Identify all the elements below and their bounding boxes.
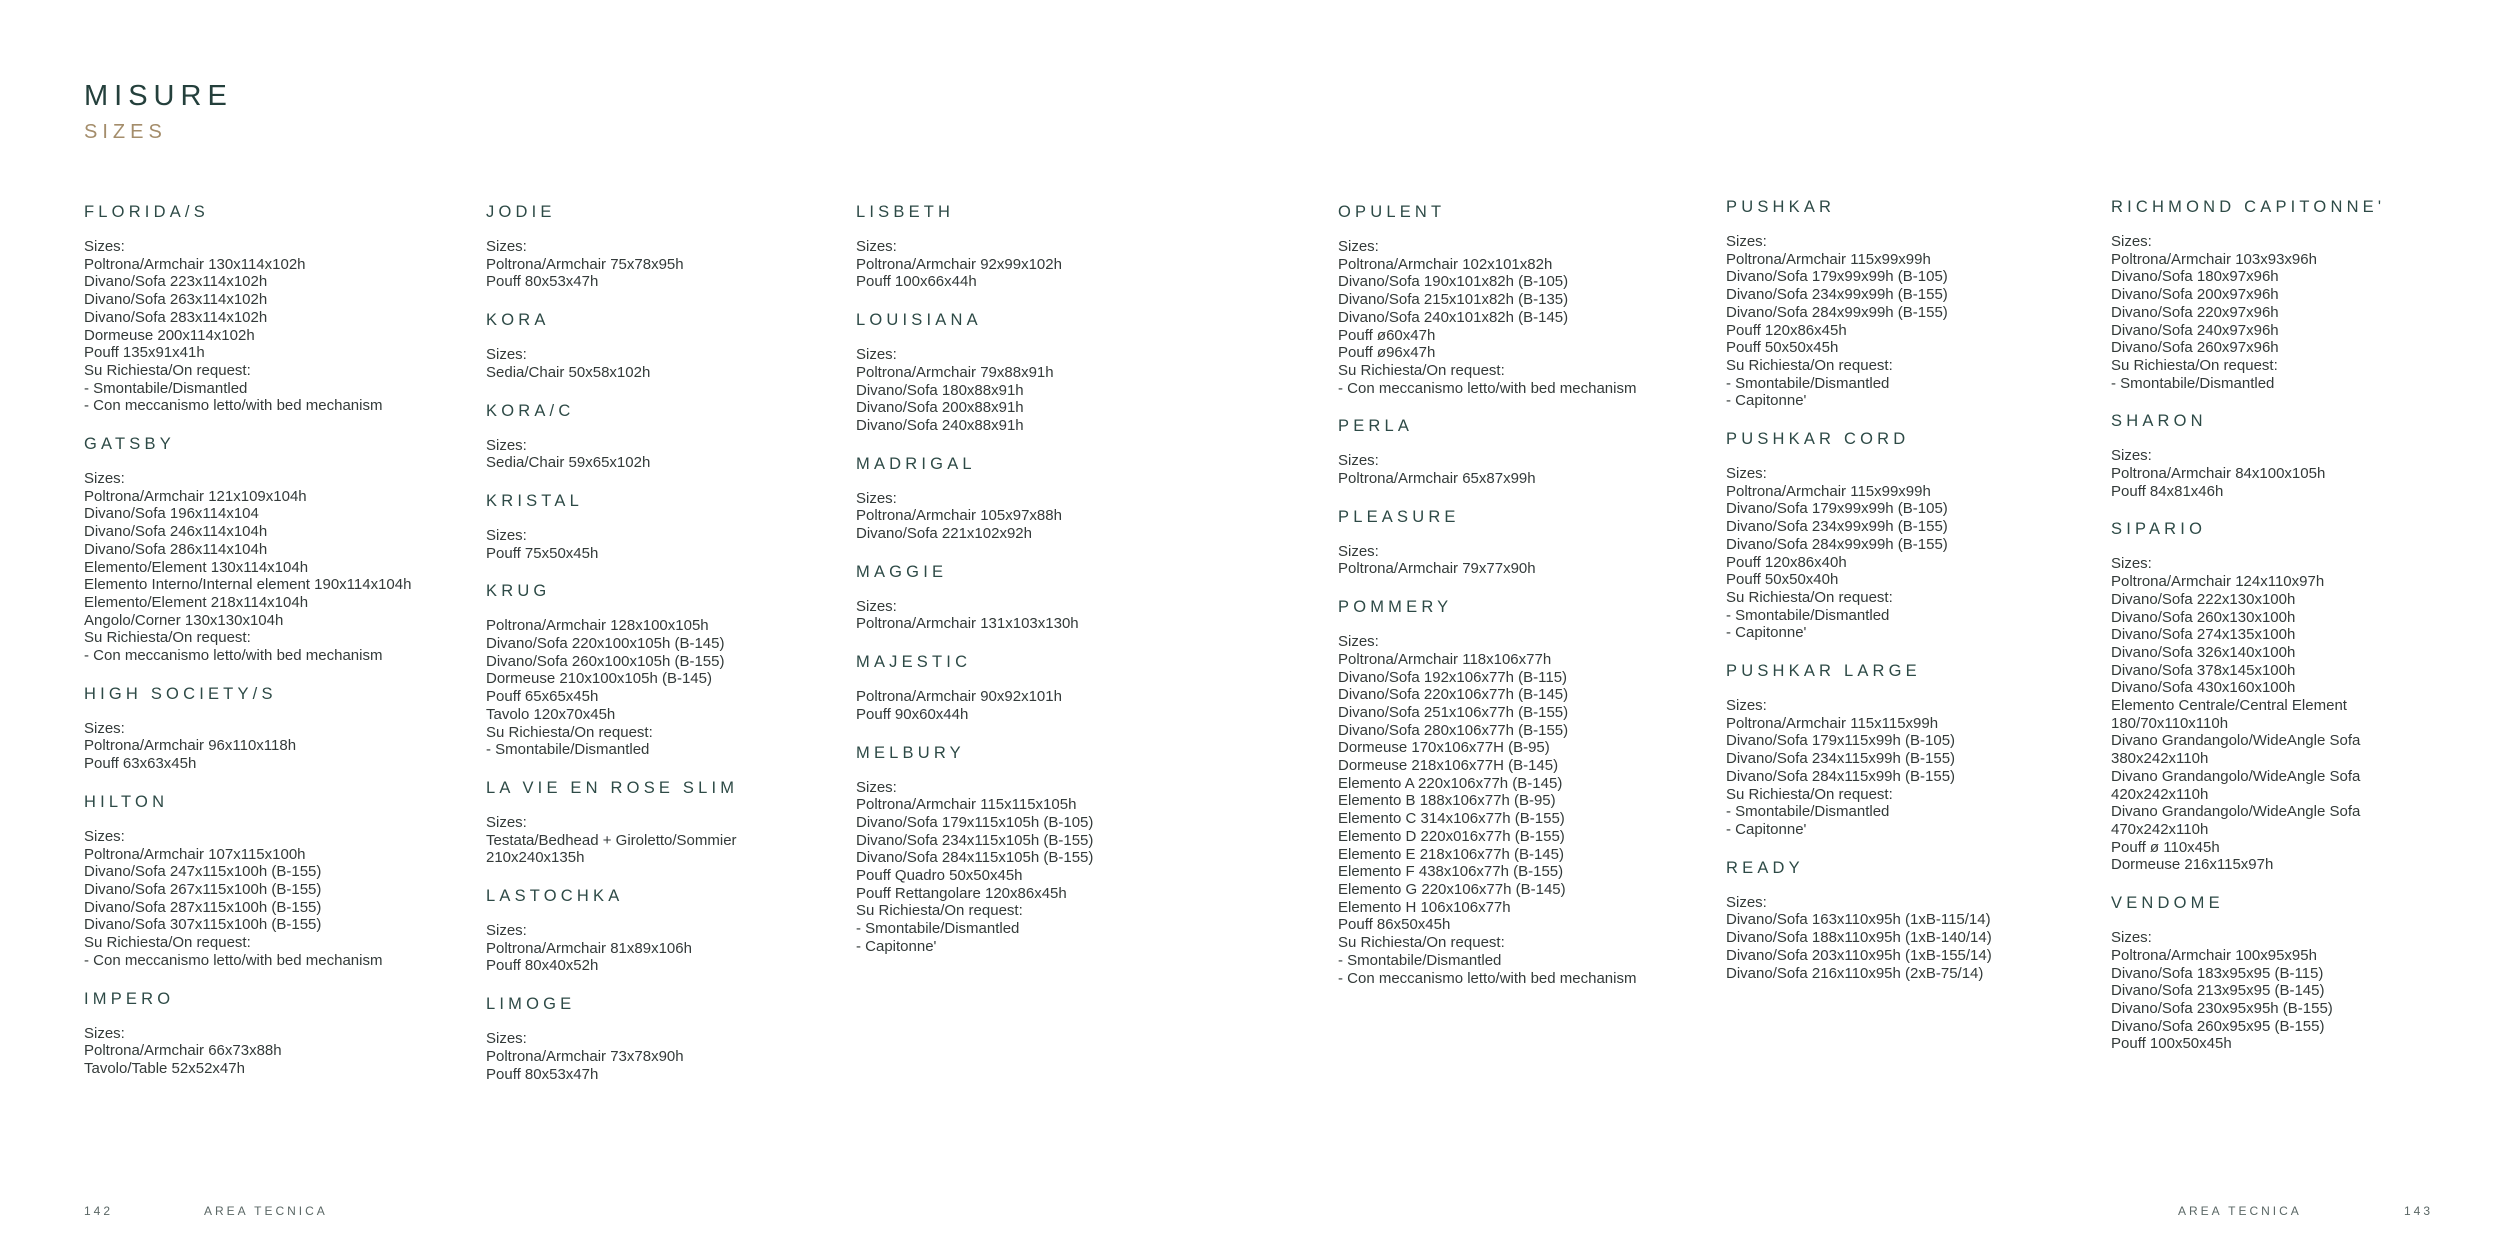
size-line: Sizes: (1338, 452, 1379, 470)
size-line: Sizes: (1726, 893, 1767, 911)
size-line: Poltrona/Armchair 96x110x118h (84, 737, 297, 755)
size-line: Divano/Sofa 287x115x100h (B-155) (84, 898, 322, 916)
size-line: - Capitonne' (1726, 624, 1807, 642)
product-block (1338, 598, 1718, 987)
size-line: - Con meccanismo letto/with bed mechanism (1338, 969, 1637, 987)
product-block (486, 995, 866, 1083)
size-line: Divano Grandangolo/WideAngle Sofa (2111, 803, 2361, 821)
size-line: Divano/Sofa 188x110x95h (1xB-140/14) (1726, 929, 1992, 947)
size-line: Sizes: (856, 597, 897, 615)
size-line: Pouff 120x86x45h (1726, 321, 1847, 339)
product-name: PLEASURE (1338, 507, 1460, 526)
size-line: Elemento Interno/Internal element 190x114x104h (84, 576, 412, 594)
size-line: Sizes: (486, 436, 527, 454)
size-line: Sizes: (84, 238, 125, 255)
size-line: Divano/Sofa 222x130x100h (2111, 590, 2296, 608)
product-name: OPULENT (1338, 203, 1446, 221)
size-line: Elemento B 188x106x77h (B-95) (1338, 792, 1556, 810)
size-line: Poltrona/Armchair 102x101x82h (1338, 255, 1553, 273)
size-line: Pouff 86x50x45h (1338, 916, 1451, 934)
product-block (2111, 412, 2491, 500)
size-line: Divano/Sofa 192x106x77h (B-115) (1338, 668, 1568, 686)
product-block (1726, 859, 2106, 983)
size-line: Divano/Sofa 284x99x99h (B-155) (1726, 303, 1948, 321)
page-title: MISURE (84, 80, 233, 112)
product-name: MELBURY (856, 743, 965, 762)
product-block (856, 744, 1236, 956)
size-line: Pouff 75x50x45h (486, 544, 599, 562)
size-line: - Smontabile/Dismantled (1726, 803, 1890, 821)
size-line: 180/70x110x110h (2111, 714, 2229, 732)
size-line: Divano/Sofa 215x101x82h (B-135) (1338, 291, 1569, 309)
size-line: - Con meccanismo letto/with bed mechanism (84, 647, 383, 665)
size-line: - Smontabile/Dismantled (1338, 951, 1502, 969)
size-line: Poltrona/Armchair 115x115x99h (1726, 714, 1939, 732)
size-line: Divano/Sofa 234x99x99h (B-155) (1726, 286, 1948, 304)
product-block (856, 653, 1236, 723)
product-name: KRUG (486, 582, 551, 601)
size-line: Poltrona/Armchair 131x103x130h (856, 615, 1079, 633)
size-line: Su Richiesta/On request: (84, 629, 251, 647)
size-line: - Con meccanismo letto/with bed mechanism (84, 951, 383, 969)
product-name: IMPERO (84, 989, 175, 1008)
size-line: - Con meccanismo letto/with bed mechanism (1338, 379, 1637, 397)
size-line: Tavolo 120x70x45h (486, 705, 616, 723)
size-line: - Smontabile/Dismantled (84, 379, 248, 397)
size-line: Testata/Bedhead + Giroletto/Sommier (486, 831, 737, 849)
size-line: Poltrona/Armchair 65x87x99h (1338, 470, 1536, 488)
size-line: Poltrona/Armchair 79x88x91h (856, 363, 1054, 381)
size-line: Divano/Sofa 183x95x95 (B-115) (2111, 964, 2324, 982)
size-line: 470x242x110h (2111, 820, 2209, 838)
size-line: Divano/Sofa 180x88x91h (856, 381, 1024, 399)
product-block (486, 582, 866, 759)
product-name: KRISTAL (486, 491, 583, 510)
product-block (1338, 417, 1718, 487)
size-line: Su Richiesta/On request: (84, 361, 251, 379)
size-line: Su Richiesta/On request: (856, 902, 1023, 920)
size-line: 210x240x135h (486, 849, 585, 867)
size-line: Poltrona/Armchair 100x95x95h (2111, 946, 2317, 964)
size-line: Divano/Sofa 284x115x105h (B-155) (856, 849, 1094, 867)
size-line: Divano/Sofa 251x106x77h (B-155) (1338, 703, 1569, 721)
product-name: KORA (486, 311, 550, 330)
product-block (486, 779, 866, 867)
size-line: - Con meccanismo letto/with bed mechanism (84, 397, 383, 415)
sizes-column-6 (2111, 198, 2491, 1073)
sizes-column-5 (1726, 198, 2106, 1002)
size-line: Divano/Sofa 234x115x105h (B-155) (856, 831, 1094, 849)
size-line: Sizes: (84, 827, 125, 845)
product-block (84, 435, 464, 665)
size-line: Elemento F 438x106x77h (B-155) (1338, 863, 1564, 881)
size-line: 420x242x110h (2111, 785, 2209, 803)
section-label-right: AREA TECNICA (2178, 1204, 2302, 1218)
size-line: Divano/Sofa 234x115x99h (B-155) (1726, 750, 1956, 768)
size-line: Pouff 90x60x44h (856, 705, 969, 723)
section-label-left: AREA TECNICA (204, 1204, 328, 1218)
size-line: - Smontabile/Dismantled (1726, 606, 1890, 624)
size-line: Divano/Sofa 234x99x99h (B-155) (1726, 518, 1948, 536)
size-line: Elemento C 314x106x77h (B-155) (1338, 810, 1565, 828)
product-name: LIMOGE (486, 995, 576, 1014)
size-line: Divano/Sofa 280x106x77h (B-155) (1338, 721, 1569, 739)
product-block (1726, 198, 2106, 410)
size-line: Sizes: (2111, 447, 2152, 465)
size-line: Elemento G 220x106x77h (B-145) (1338, 880, 1566, 898)
size-line: Poltrona/Armchair 121x109x104h (84, 487, 307, 505)
product-block (856, 563, 1236, 633)
size-line: Poltrona/Armchair 115x115x105h (856, 796, 1077, 814)
size-line: Divano/Sofa 283x114x102h (84, 308, 268, 326)
product-name: JODIE (486, 203, 556, 221)
product-block (1726, 662, 2106, 839)
size-line: Divano/Sofa 221x102x92h (856, 525, 1032, 543)
size-line: Divano/Sofa 240x88x91h (856, 416, 1024, 434)
size-line: Divano/Sofa 260x100x105h (B-155) (486, 652, 725, 670)
size-line: Sizes: (2111, 555, 2152, 573)
size-line: Dormeuse 170x106x77H (B-95) (1338, 739, 1550, 757)
size-line: Sizes: (1338, 633, 1379, 651)
product-block (486, 311, 866, 381)
size-line: Poltrona/Armchair 115x99x99h (1726, 482, 1931, 500)
product-block (486, 492, 866, 562)
product-block (84, 685, 464, 773)
size-line: Divano Grandangolo/WideAngle Sofa (2111, 767, 2361, 785)
product-name: LISBETH (856, 203, 955, 221)
size-line: Su Richiesta/On request: (84, 934, 251, 952)
size-line: Divano/Sofa 247x115x100h (B-155) (84, 863, 322, 881)
size-line: - Capitonne' (856, 937, 937, 955)
size-line: Sizes: (2111, 929, 2152, 947)
size-line: Tavolo/Table 52x52x47h (84, 1059, 245, 1077)
page-number-left: 142 (84, 1204, 114, 1218)
size-line: Dormeuse 218x106x77H (B-145) (1338, 757, 1559, 775)
size-line: Divano/Sofa 180x97x96h (2111, 268, 2279, 286)
size-line: Sizes: (84, 1024, 125, 1042)
size-line: Divano/Sofa 378x145x100h (2111, 661, 2296, 679)
size-line: Pouff ø60x47h (1338, 326, 1436, 344)
size-line: Divano/Sofa 260x97x96h (2111, 339, 2279, 357)
size-line: Divano Grandangolo/WideAngle Sofa (2111, 732, 2361, 750)
product-name: PUSHKAR LARGE (1726, 662, 1921, 681)
size-line: 380x242x110h (2111, 750, 2209, 768)
size-line: Poltrona/Armchair 79x77x90h (1338, 560, 1536, 578)
size-line: Divano/Sofa 267x115x100h (B-155) (84, 880, 322, 898)
size-line: Pouff ø96x47h (1338, 344, 1436, 362)
size-line: Poltrona/Armchair 90x92x101h (856, 688, 1062, 706)
size-line: Divano/Sofa 284x115x99h (B-155) (1726, 767, 1956, 785)
size-line: Poltrona/Armchair 66x73x88h (84, 1042, 282, 1060)
size-line: Pouff 100x50x45h (2111, 1035, 2232, 1053)
size-line: Pouff Quadro 50x50x45h (856, 867, 1023, 885)
size-line: Elemento E 218x106x77h (B-145) (1338, 845, 1564, 863)
product-name: RICHMOND CAPITONNE' (2111, 198, 2386, 216)
product-name: POMMERY (1338, 598, 1453, 617)
product-name: PERLA (1338, 417, 1414, 436)
size-line: Sizes: (1338, 238, 1379, 255)
product-name: READY (1726, 858, 1804, 877)
page-number-right: 143 (2404, 1204, 2434, 1218)
product-block (1338, 203, 1718, 397)
product-name: KORA/C (486, 401, 575, 420)
size-line: Sizes: (486, 813, 527, 831)
size-line: Divano/Sofa 260x130x100h (2111, 608, 2296, 626)
size-line: Elemento D 220x016x77h (B-155) (1338, 827, 1565, 845)
size-line: Divano/Sofa 240x101x82h (B-145) (1338, 308, 1569, 326)
size-line: Su Richiesta/On request: (486, 723, 653, 741)
product-block (84, 203, 464, 415)
size-line: Elemento/Element 130x114x104h (84, 558, 309, 576)
product-name: PUSHKAR CORD (1726, 430, 1910, 449)
page-subtitle: SIZES (84, 121, 167, 143)
size-line: Divano/Sofa 307x115x100h (B-155) (84, 916, 322, 934)
size-line: Sizes: (856, 489, 897, 507)
size-line: Elemento A 220x106x77h (B-145) (1338, 774, 1563, 792)
size-line: Divano/Sofa 200x88x91h (856, 399, 1024, 417)
size-line: Divano/Sofa 200x97x96h (2111, 286, 2279, 304)
product-name: MAJESTIC (856, 653, 972, 672)
size-line: Elemento Centrale/Central Element (2111, 697, 2347, 715)
size-line: Poltrona/Armchair 107x115x100h (84, 845, 306, 863)
size-line: Poltrona/Armchair 84x100x105h (2111, 465, 2326, 483)
product-block (2111, 894, 2491, 1053)
size-line: Poltrona/Armchair 92x99x102h (856, 255, 1062, 273)
size-line: Pouff 120x86x40h (1726, 553, 1847, 571)
product-name: HILTON (84, 792, 169, 811)
size-line: Sizes: (856, 346, 897, 364)
size-line: Divano/Sofa 179x115x99h (B-105) (1726, 732, 1956, 750)
product-name: SHARON (2111, 412, 2207, 431)
size-line: Sizes: (486, 1030, 527, 1048)
product-name: PUSHKAR (1726, 198, 1836, 216)
size-line: Sedia/Chair 59x65x102h (486, 454, 651, 472)
size-line: - Smontabile/Dismantled (486, 741, 650, 759)
size-line: Su Richiesta/On request: (1726, 588, 1893, 606)
size-line: Divano/Sofa 240x97x96h (2111, 321, 2279, 339)
size-line: Pouff 100x66x44h (856, 273, 977, 291)
product-block (856, 455, 1236, 543)
product-name: MAGGIE (856, 562, 948, 581)
sizes-column-3 (856, 203, 1236, 976)
product-name: LOUISIANA (856, 311, 982, 330)
size-line: Sizes: (2111, 233, 2152, 250)
product-name: SIPARIO (2111, 520, 2207, 539)
size-line: - Smontabile/Dismantled (1726, 374, 1890, 392)
product-name: GATSBY (84, 435, 175, 454)
size-line: Sizes: (486, 346, 527, 364)
size-line: Sizes: (486, 526, 527, 544)
size-line: Dormeuse 210x100x105h (B-145) (486, 670, 712, 688)
size-line: Pouff 84x81x46h (2111, 482, 2224, 500)
size-line: Elemento/Element 218x114x104h (84, 593, 309, 611)
size-line: Divano/Sofa 190x101x82h (B-105) (1338, 273, 1569, 291)
size-line: Divano/Sofa 220x100x105h (B-145) (486, 635, 725, 653)
size-line: Poltrona/Armchair 115x99x99h (1726, 250, 1931, 268)
product-block (84, 990, 464, 1078)
size-line: Poltrona/Armchair 128x100x105h (486, 617, 709, 635)
size-line: Divano/Sofa 326x140x100h (2111, 643, 2296, 661)
size-line: Su Richiesta/On request: (1726, 785, 1893, 803)
size-line: Angolo/Corner 130x130x104h (84, 611, 284, 629)
size-line: Su Richiesta/On request: (2111, 356, 2278, 374)
size-line: Pouff 63x63x45h (84, 755, 197, 773)
size-line: Divano/Sofa 230x95x95h (B-155) (2111, 999, 2333, 1017)
size-line: Pouff 50x50x45h (1726, 339, 1839, 357)
size-line: Divano/Sofa 430x160x100h (2111, 679, 2296, 697)
size-line: Poltrona/Armchair 105x97x88h (856, 507, 1062, 525)
size-line: Poltrona/Armchair 130x114x102h (84, 255, 306, 273)
size-line: Poltrona/Armchair 124x110x97h (2111, 573, 2325, 591)
size-line: Divano/Sofa 179x99x99h (B-105) (1726, 500, 1948, 518)
size-line: Divano/Sofa 286x114x104h (84, 540, 268, 558)
size-line: Divano/Sofa 203x110x95h (1xB-155/14) (1726, 946, 1992, 964)
size-line: Sedia/Chair 50x58x102h (486, 363, 651, 381)
product-name: LA VIE EN ROSE SLIM (486, 778, 739, 797)
size-line: Divano/Sofa 260x95x95 (B-155) (2111, 1017, 2325, 1035)
product-block (486, 203, 866, 291)
size-line: Divano/Sofa 213x95x95 (B-145) (2111, 982, 2325, 1000)
size-line: Sizes: (856, 778, 897, 796)
product-block (2111, 520, 2491, 874)
product-block (856, 311, 1236, 435)
size-line: Sizes: (84, 719, 125, 737)
size-line: Divano/Sofa 284x99x99h (B-155) (1726, 535, 1948, 553)
size-line: Divano/Sofa 179x115x105h (B-105) (856, 813, 1094, 831)
size-line: Sizes: (1726, 233, 1767, 250)
product-name: FLORIDA/S (84, 203, 209, 221)
size-line: Pouff ø 110x45h (2111, 838, 2220, 856)
size-line: - Smontabile/Dismantled (856, 920, 1020, 938)
size-line: Su Richiesta/On request: (1726, 356, 1893, 374)
size-line: - Smontabile/Dismantled (2111, 374, 2275, 392)
size-line: Divano/Sofa 163x110x95h (1xB-115/14) (1726, 911, 1991, 929)
sizes-column-2 (486, 203, 866, 1103)
product-block (84, 793, 464, 970)
product-name: HIGH SOCIETY/S (84, 684, 277, 703)
size-line: - Capitonne' (1726, 820, 1807, 838)
size-line: Pouff 65x65x45h (486, 688, 599, 706)
size-line: Divano/Sofa 220x97x96h (2111, 303, 2279, 321)
product-name: LASTOCHKA (486, 887, 624, 906)
size-line: Divano/Sofa 246x114x104h (84, 523, 268, 541)
product-block (2111, 198, 2491, 392)
size-line: Sizes: (1338, 542, 1379, 560)
size-line: Pouff 80x53x47h (486, 273, 599, 291)
size-line: Divano/Sofa 274x135x100h (2111, 626, 2296, 644)
size-line: Sizes: (84, 470, 125, 488)
size-line: Divano/Sofa 220x106x77h (B-145) (1338, 686, 1569, 704)
size-line: Dormeuse 216x115x97h (2111, 856, 2274, 874)
product-block (486, 402, 866, 472)
size-line: Sizes: (1726, 697, 1767, 715)
product-block (486, 887, 866, 975)
size-line: Pouff 135x91x41h (84, 344, 205, 362)
size-line: Sizes: (486, 238, 527, 255)
size-line: Poltrona/Armchair 103x93x96h (2111, 250, 2317, 268)
product-block (1338, 508, 1718, 578)
size-line: Pouff 50x50x40h (1726, 571, 1839, 589)
size-line: Sizes: (856, 238, 897, 255)
product-block (856, 203, 1236, 291)
size-line: Pouff Rettangolare 120x86x45h (856, 884, 1067, 902)
size-line: Poltrona/Armchair 73x78x90h (486, 1047, 684, 1065)
size-line: Sizes: (1726, 465, 1767, 483)
size-line: Poltrona/Armchair 75x78x95h (486, 255, 684, 273)
size-line: Dormeuse 200x114x102h (84, 326, 255, 344)
size-line: Su Richiesta/On request: (1338, 361, 1505, 379)
sizes-column-1 (84, 203, 464, 1098)
product-block (1726, 430, 2106, 642)
size-line: Divano/Sofa 216x110x95h (2xB-75/14) (1726, 964, 1984, 982)
size-line: Poltrona/Armchair 81x89x106h (486, 939, 692, 957)
sizes-column-4 (1338, 203, 1718, 1007)
size-line: Pouff 80x53x47h (486, 1065, 599, 1083)
size-line: Divano/Sofa 263x114x102h (84, 291, 268, 309)
size-line: Su Richiesta/On request: (1338, 934, 1505, 952)
size-line: Elemento H 106x106x77h (1338, 898, 1511, 916)
size-line: Poltrona/Armchair 118x106x77h (1338, 650, 1552, 668)
size-line: Divano/Sofa 223x114x102h (84, 273, 268, 291)
size-line: Divano/Sofa 196x114x104 (84, 505, 259, 523)
product-name: MADRIGAL (856, 454, 976, 473)
size-line: Pouff 80x40x52h (486, 957, 599, 975)
product-name: VENDOME (2111, 894, 2224, 913)
size-line: Divano/Sofa 179x99x99h (B-105) (1726, 268, 1948, 286)
size-line: - Capitonne' (1726, 392, 1807, 410)
size-line: Sizes: (486, 922, 527, 940)
